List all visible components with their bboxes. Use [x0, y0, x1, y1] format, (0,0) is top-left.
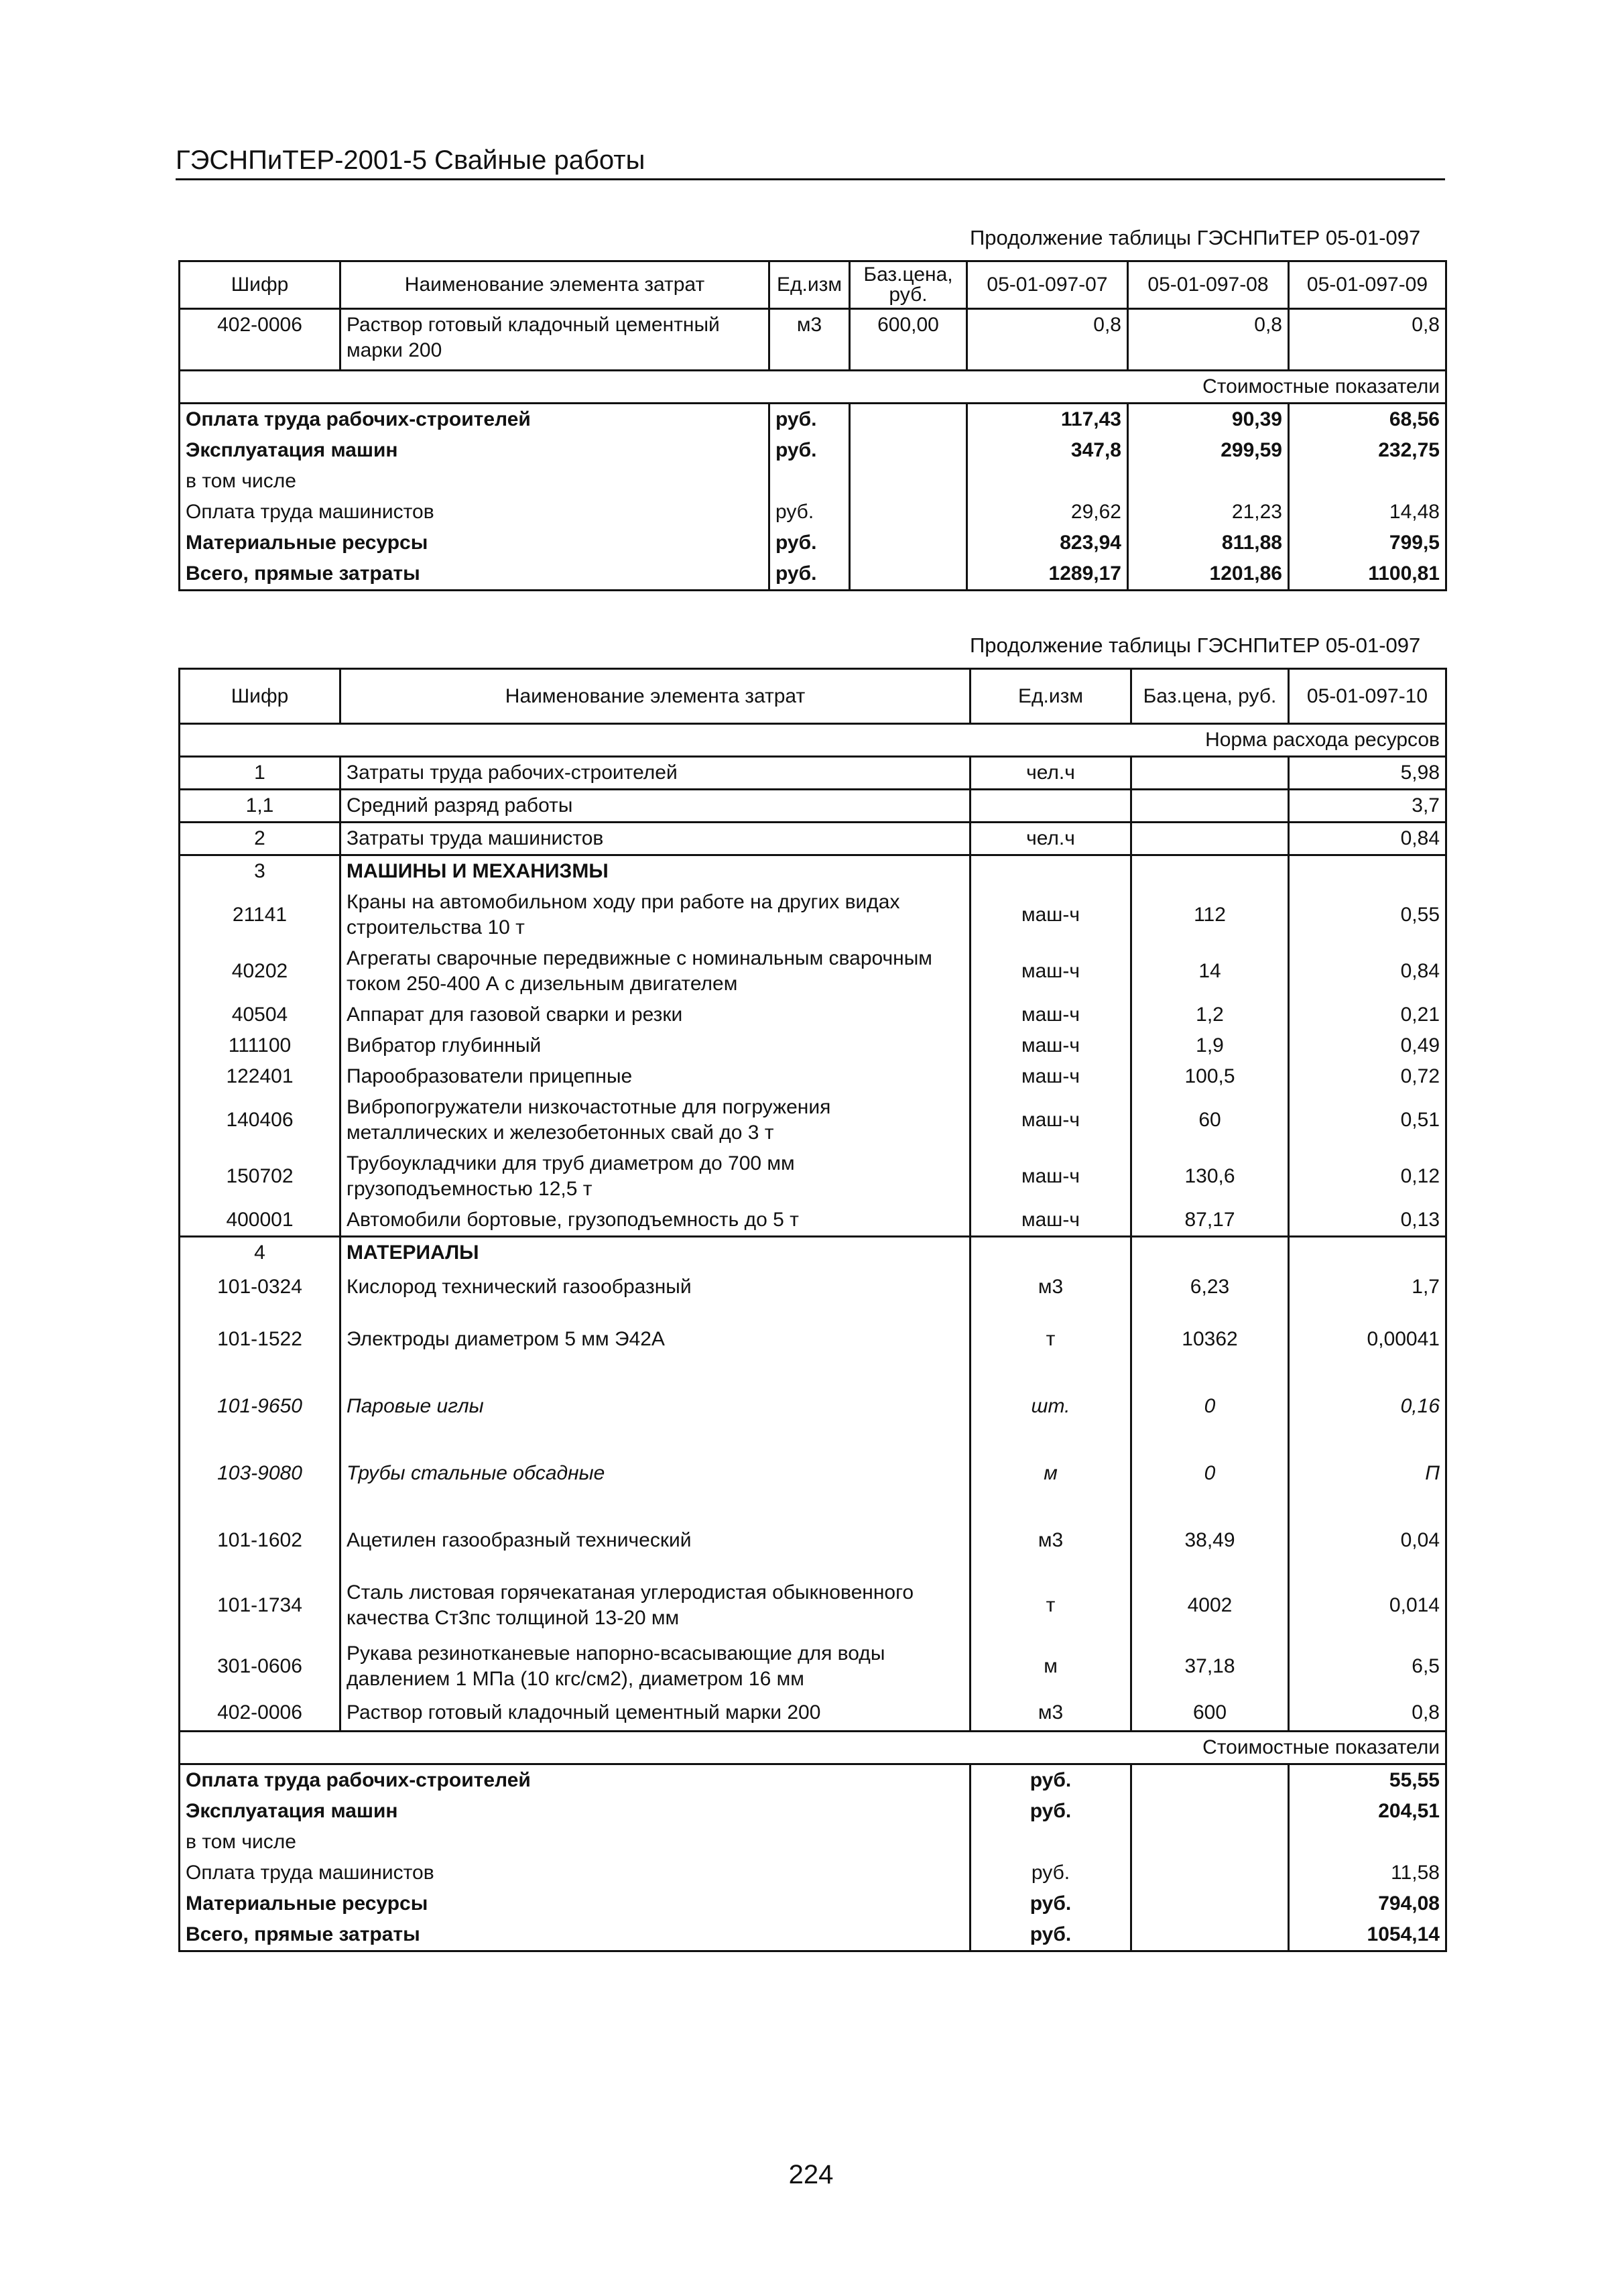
t2-price: 6,23 — [1131, 1268, 1289, 1306]
t2-h-price: Баз.цена, руб. — [1131, 669, 1289, 724]
t2-machine-row — [180, 1148, 1446, 1205]
t2-price: 600 — [1131, 1696, 1289, 1731]
t1-cost-price — [850, 404, 967, 436]
t2-name: Кислород технический газообразный — [340, 1268, 971, 1306]
t1-cost-c1: 347,8 — [967, 435, 1128, 466]
t2-machine-row — [180, 1092, 1446, 1148]
t1-cost-c3: 232,75 — [1289, 435, 1446, 466]
t2-machine-row — [180, 943, 1446, 1000]
t1-cost-unit: руб. — [769, 528, 850, 558]
t2-cost-label: Всего, прямые затраты — [180, 1919, 971, 1951]
t1-band-cost: Стоимостные показатели — [180, 371, 1446, 404]
t1-cost-label: Эксплуатация машин — [180, 435, 769, 466]
t2-h-name: Наименование элемента затрат — [340, 669, 971, 724]
t2-code: 3 — [180, 855, 340, 888]
t2-value: 0,51 — [1289, 1092, 1446, 1148]
t1-cost-price — [850, 497, 967, 528]
t2-h-c1: 05-01-097-10 — [1289, 669, 1446, 724]
t2-labor-row — [180, 757, 1446, 790]
t1-cost-price — [850, 466, 967, 497]
t2-value — [1289, 1237, 1446, 1269]
t2-code: 101-0324 — [180, 1268, 340, 1306]
t2-unit: м — [971, 1440, 1131, 1507]
t2-cost-value: 794,08 — [1289, 1888, 1446, 1919]
t2-code: 301-0606 — [180, 1637, 340, 1696]
t2-unit: чел.ч — [971, 757, 1131, 790]
t2-unit: м3 — [971, 1696, 1131, 1731]
t2-value: 5,98 — [1289, 757, 1446, 790]
t2-name: Электроды диаметром 5 мм Э42А — [340, 1306, 971, 1373]
t2-price: 130,6 — [1131, 1148, 1289, 1205]
t2-price: 60 — [1131, 1092, 1289, 1148]
t2-price: 4002 — [1131, 1574, 1289, 1637]
t2-value: 1,7 — [1289, 1268, 1446, 1306]
t2-section-title: МАТЕРИАЛЫ — [340, 1237, 971, 1269]
table1-caption: Продолжение таблицы ГЭСНПиТЕР 05-01-097 — [970, 226, 1421, 249]
t2-unit: маш-ч — [971, 1030, 1131, 1061]
t2-value — [1289, 855, 1446, 888]
t2-cost-row — [180, 1888, 1446, 1919]
table1 — [178, 260, 1447, 591]
t1-cost-unit — [769, 466, 850, 497]
t2-unit: маш-ч — [971, 1000, 1131, 1030]
t2-code: 1,1 — [180, 790, 340, 823]
t2-cost-label: Эксплуатация машин — [180, 1796, 971, 1827]
t1-cost-row — [180, 528, 1446, 558]
t2-value: 3,7 — [1289, 790, 1446, 823]
table2 — [178, 668, 1447, 1952]
t2-labor-row — [180, 823, 1446, 855]
t1-h-c2: 05-01-097-08 — [1128, 261, 1289, 309]
t2-value: 0,55 — [1289, 887, 1446, 943]
t2-unit: шт. — [971, 1373, 1131, 1440]
t2-name: Вибратор глубинный — [340, 1030, 971, 1061]
t2-name: Сталь листовая горячекатаная углеродистая обыкновенного качества Ст3пс толщиной 13-20 мм — [340, 1574, 971, 1637]
t2-unit: маш-ч — [971, 1205, 1131, 1237]
t1-cost-c2: 299,59 — [1128, 435, 1289, 466]
t1-h-name: Наименование элемента затрат — [340, 261, 769, 309]
t2-value: 0,12 — [1289, 1148, 1446, 1205]
t1-h-code: Шифр — [180, 261, 340, 309]
t2-code: 21141 — [180, 887, 340, 943]
t2-cost-unit: руб. — [971, 1919, 1131, 1951]
t2-value: 6,5 — [1289, 1637, 1446, 1696]
t2-cost-price — [1131, 1764, 1289, 1796]
t2-name: Агрегаты сварочные передвижные с номинальным сварочным током 250-400 А с дизельным двигателем — [340, 943, 971, 1000]
t2-unit: маш-ч — [971, 1092, 1131, 1148]
t1-cost-c1: 1289,17 — [967, 558, 1128, 591]
t2-material-row — [180, 1696, 1446, 1731]
t2-cost-row — [180, 1796, 1446, 1827]
t2-unit: т — [971, 1306, 1131, 1373]
t2-cost-unit: руб. — [971, 1888, 1131, 1919]
t2-code: 111100 — [180, 1030, 340, 1061]
t2-machine-row — [180, 1061, 1446, 1092]
t1-cost-price — [850, 558, 967, 591]
t1-cost-label: Материальные ресурсы — [180, 528, 769, 558]
t2-value: 0,49 — [1289, 1030, 1446, 1061]
t2-h-code: Шифр — [180, 669, 340, 724]
t2-name: Вибропогружатели низкочастотные для погружения металлических и железобетонных свай до 3 т — [340, 1092, 971, 1148]
t2-price: 0 — [1131, 1373, 1289, 1440]
t2-cost-value — [1289, 1827, 1446, 1858]
t2-code: 402-0006 — [180, 1696, 340, 1731]
t2-unit: т — [971, 1574, 1131, 1637]
t2-labor-row — [180, 790, 1446, 823]
t2-code: 40504 — [180, 1000, 340, 1030]
page-number: 224 — [788, 2160, 834, 2189]
t2-price — [1131, 757, 1289, 790]
t2-cost-price — [1131, 1796, 1289, 1827]
t2-section-title: МАШИНЫ И МЕХАНИЗМЫ — [340, 855, 971, 888]
t2-value: П — [1289, 1440, 1446, 1507]
t1-cost-label: Оплата труда рабочих-строителей — [180, 404, 769, 436]
t2-material-row — [180, 1637, 1446, 1696]
t1-cost-row — [180, 558, 1446, 591]
t2-cost-value: 204,51 — [1289, 1796, 1446, 1827]
t2-code: 140406 — [180, 1092, 340, 1148]
t2-h-unit: Ед.изм — [971, 669, 1131, 724]
t2-code: 101-1522 — [180, 1306, 340, 1373]
t2-code: 103-9080 — [180, 1440, 340, 1507]
t2-cost-unit: руб. — [971, 1764, 1131, 1796]
t2-name: Паровые иглы — [340, 1373, 971, 1440]
t2-price: 10362 — [1131, 1306, 1289, 1373]
t1-cost-c3 — [1289, 466, 1446, 497]
t2-code: 150702 — [180, 1148, 340, 1205]
t2-cost-label: в том числе — [180, 1827, 971, 1858]
t2-unit: маш-ч — [971, 1061, 1131, 1092]
t1-cost-c3: 68,56 — [1289, 404, 1446, 436]
t1-cost-c1: 29,62 — [967, 497, 1128, 528]
t2-code: 400001 — [180, 1205, 340, 1237]
t2-cost-row — [180, 1858, 1446, 1888]
t2-cost-label: Материальные ресурсы — [180, 1888, 971, 1919]
t2-cost-label: Оплата труда рабочих-строителей — [180, 1764, 971, 1796]
t2-cost-unit: руб. — [971, 1796, 1131, 1827]
t2-cost-price — [1131, 1919, 1289, 1951]
t1-material-row — [180, 309, 1446, 371]
t2-code: 122401 — [180, 1061, 340, 1092]
t1-h-c1: 05-01-097-07 — [967, 261, 1128, 309]
t2-material-row — [180, 1574, 1446, 1637]
t2-value: 0,72 — [1289, 1061, 1446, 1092]
t1-cost-price — [850, 435, 967, 466]
t1-m-code: 402-0006 — [180, 309, 340, 371]
t2-band-cost: Стоимостные показатели — [180, 1731, 1446, 1764]
t1-cost-unit: руб. — [769, 404, 850, 436]
t2-cost-price — [1131, 1888, 1289, 1919]
t2-cost-value: 11,58 — [1289, 1858, 1446, 1888]
t2-price: 87,17 — [1131, 1205, 1289, 1237]
t2-price — [1131, 790, 1289, 823]
t1-cost-label: Всего, прямые затраты — [180, 558, 769, 591]
t2-name: Аппарат для газовой сварки и резки — [340, 1000, 971, 1030]
t2-value: 0,16 — [1289, 1373, 1446, 1440]
t1-cost-unit: руб. — [769, 558, 850, 591]
t1-cost-c2: 1201,86 — [1128, 558, 1289, 591]
t2-machine-row — [180, 887, 1446, 943]
t2-unit: м3 — [971, 1268, 1131, 1306]
t1-cost-c2 — [1128, 466, 1289, 497]
t2-material-row — [180, 1306, 1446, 1373]
t2-name: Трубоукладчики для труб диаметром до 700 мм грузоподъемностью 12,5 т — [340, 1148, 971, 1205]
t1-m-c1: 0,8 — [967, 309, 1128, 371]
t2-material-row — [180, 1268, 1446, 1306]
t2-price: 0 — [1131, 1440, 1289, 1507]
t1-m-unit: м3 — [769, 309, 850, 371]
t2-code: 1 — [180, 757, 340, 790]
t2-code: 2 — [180, 823, 340, 855]
t2-section-materials — [180, 1237, 1446, 1269]
t2-price — [1131, 855, 1289, 888]
t1-cost-row — [180, 435, 1446, 466]
t2-material-row — [180, 1440, 1446, 1507]
t2-unit: маш-ч — [971, 1148, 1131, 1205]
t2-cost-row — [180, 1764, 1446, 1796]
t1-cost-c1: 117,43 — [967, 404, 1128, 436]
t2-machine-row — [180, 1000, 1446, 1030]
t2-unit: маш-ч — [971, 943, 1131, 1000]
t2-cost-value: 1054,14 — [1289, 1919, 1446, 1951]
t2-unit — [971, 1237, 1131, 1269]
t1-cost-c3: 1100,81 — [1289, 558, 1446, 591]
t2-value: 0,84 — [1289, 823, 1446, 855]
t2-value: 0,84 — [1289, 943, 1446, 1000]
t2-name: Затраты труда машинистов — [340, 823, 971, 855]
t2-code: 101-9650 — [180, 1373, 340, 1440]
t1-cost-unit: руб. — [769, 497, 850, 528]
t1-cost-c1 — [967, 466, 1128, 497]
t2-name: Автомобили бортовые, грузоподъемность до 5 т — [340, 1205, 971, 1237]
t1-cost-c2: 90,39 — [1128, 404, 1289, 436]
t1-cost-c3: 14,48 — [1289, 497, 1446, 528]
t2-price — [1131, 1237, 1289, 1269]
t2-value: 0,04 — [1289, 1507, 1446, 1574]
t2-value: 0,21 — [1289, 1000, 1446, 1030]
t2-price: 1,9 — [1131, 1030, 1289, 1061]
t1-cost-row — [180, 404, 1446, 436]
t2-unit — [971, 855, 1131, 888]
t1-cost-c2: 21,23 — [1128, 497, 1289, 528]
page-header: ГЭСНПиТЕР-2001-5 Свайные работы — [176, 143, 1445, 180]
t2-code: 101-1602 — [180, 1507, 340, 1574]
t1-cost-row — [180, 497, 1446, 528]
t2-machine-row — [180, 1205, 1446, 1237]
t2-price: 38,49 — [1131, 1507, 1289, 1574]
t2-price: 14 — [1131, 943, 1289, 1000]
t2-cost-unit — [971, 1827, 1131, 1858]
t2-cost-unit: руб. — [971, 1858, 1131, 1888]
t2-name: Краны на автомобильном ходу при работе на других видах строительства 10 т — [340, 887, 971, 943]
t2-name: Средний разряд работы — [340, 790, 971, 823]
t2-name: Рукава резинотканевые напорно-всасывающие для воды давлением 1 МПа (10 кгс/см2), диаметром 16 мм — [340, 1637, 971, 1696]
t1-cost-row — [180, 466, 1446, 497]
table2-caption: Продолжение таблицы ГЭСНПиТЕР 05-01-097 — [970, 633, 1421, 657]
t1-cost-label: в том числе — [180, 466, 769, 497]
t2-band-norm: Норма расхода ресурсов — [180, 724, 1446, 757]
t1-h-price: Баз.цена, руб. — [850, 261, 967, 309]
t2-name: Затраты труда рабочих-строителей — [340, 757, 971, 790]
t2-section-machines — [180, 855, 1446, 888]
t2-cost-row — [180, 1827, 1446, 1858]
t1-h-c3: 05-01-097-09 — [1289, 261, 1446, 309]
t2-value: 0,8 — [1289, 1696, 1446, 1731]
t2-cost-value: 55,55 — [1289, 1764, 1446, 1796]
t2-code: 40202 — [180, 943, 340, 1000]
t2-unit: чел.ч — [971, 823, 1131, 855]
t2-code: 4 — [180, 1237, 340, 1269]
t2-price: 1,2 — [1131, 1000, 1289, 1030]
t1-cost-c2: 811,88 — [1128, 528, 1289, 558]
t2-price: 100,5 — [1131, 1061, 1289, 1092]
t1-cost-label: Оплата труда машинистов — [180, 497, 769, 528]
t1-m-price: 600,00 — [850, 309, 967, 371]
t2-cost-label: Оплата труда машинистов — [180, 1858, 971, 1888]
t2-name: Трубы стальные обсадные — [340, 1440, 971, 1507]
t2-unit: маш-ч — [971, 887, 1131, 943]
t2-value: 0,014 — [1289, 1574, 1446, 1637]
t2-cost-price — [1131, 1827, 1289, 1858]
t2-machine-row — [180, 1030, 1446, 1061]
t1-cost-c1: 823,94 — [967, 528, 1128, 558]
t1-m-c3: 0,8 — [1289, 309, 1446, 371]
t1-h-unit: Ед.изм — [769, 261, 850, 309]
t2-name: Раствор готовый кладочный цементный марки 200 — [340, 1696, 971, 1731]
t2-name: Парообразователи прицепные — [340, 1061, 971, 1092]
t1-cost-c3: 799,5 — [1289, 528, 1446, 558]
t2-material-row — [180, 1507, 1446, 1574]
t2-name: Ацетилен газообразный технический — [340, 1507, 971, 1574]
t1-m-name: Раствор готовый кладочный цементный марки 200 — [340, 309, 769, 371]
t2-unit — [971, 790, 1131, 823]
t1-m-c2: 0,8 — [1128, 309, 1289, 371]
t2-price: 112 — [1131, 887, 1289, 943]
t2-unit: м3 — [971, 1507, 1131, 1574]
t2-price — [1131, 823, 1289, 855]
t2-value: 0,00041 — [1289, 1306, 1446, 1373]
t2-code: 101-1734 — [180, 1574, 340, 1637]
t1-cost-unit: руб. — [769, 435, 850, 466]
t2-value: 0,13 — [1289, 1205, 1446, 1237]
t2-cost-price — [1131, 1858, 1289, 1888]
t2-material-row — [180, 1373, 1446, 1440]
t1-cost-price — [850, 528, 967, 558]
t2-cost-row — [180, 1919, 1446, 1951]
t2-price: 37,18 — [1131, 1637, 1289, 1696]
t2-unit: м — [971, 1637, 1131, 1696]
